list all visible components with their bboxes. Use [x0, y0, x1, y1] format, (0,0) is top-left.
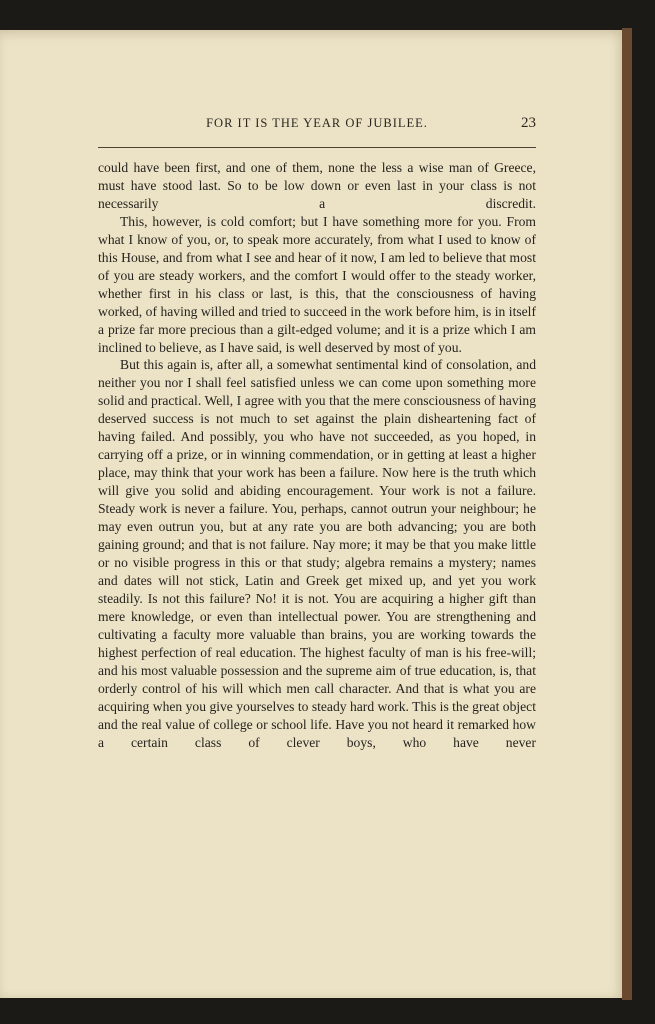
paragraph: But this again is, after all, a somewhat sentimental kind of consolation, and neither you nor I shall feel satisfied unless we can come upon something more solid and practical. Well, I agree with you that the mere consciousness of having deserved success is not much to set against the plain disheartening fact of having failed. And possibly, you who have not succeeded, as you hoped, in carrying off a prize, or in winning commendation, or in getting at least a higher place, may think that your work has been a failure. Now here is the truth which will give you solid and abiding encouragement. Your work is not a failure. Steady work is never a failure. You, perhaps, cannot outrun your neighbour; he may even outrun you, but at any rate you are both advancing; you are both gaining ground; and that is not failure. Nay more; it may be that you make little or no visible progress in this or that study; algebra remains a mystery; names and dates will not stick, Latin and Greek get mixed up, and yet you work steadily. Is not this failure? No! it is not. You are acquiring a higher gift than mere knowledge, or even than intellectual power. You are strengthening and cultivating a faculty more valuable than brains, you are working towards the highest perfection of real education. The highest faculty of man is his free-will; and his most valuable possession and the supreme aim of true education, is, that orderly control of his will which men call character. And that is what you are acquiring when you give yourselves to steady hard work. This is the great object and the real value of college or school life. Have you not heard it remarked how a certain class of clever boys, who have never	[98, 357, 536, 750]
paragraph: This, however, is cold comfort; but I have something more for you. From what I know of you, or, to speak more accurately, from what I used to know of this House, and from what I see and hear of it now, I am led to believe that most of you are steady workers, and the comfort I would offer to the steady worker, whether first in his class or last, is this, that the consciousness of having worked, of having willed and tried to succeed in the work before him, is in itself a prize far more precious than a gilt-edged volume; and it is a prize which I am inclined to believe, as I have said, is well deserved by most of you.	[98, 213, 536, 355]
page-number: 23	[521, 115, 536, 131]
book-cover-edge	[622, 28, 632, 1000]
paragraph: could have been first, and one of them, none the less a wise man of Greece, must have stood last. So to be low down or even last in your class is not necessarily a discredit.	[98, 160, 536, 211]
body-text	[98, 159, 536, 751]
running-title: FOR IT IS THE YEAR OF JUBILEE.	[206, 116, 428, 130]
header-rule	[98, 147, 536, 148]
running-header	[98, 116, 536, 136]
